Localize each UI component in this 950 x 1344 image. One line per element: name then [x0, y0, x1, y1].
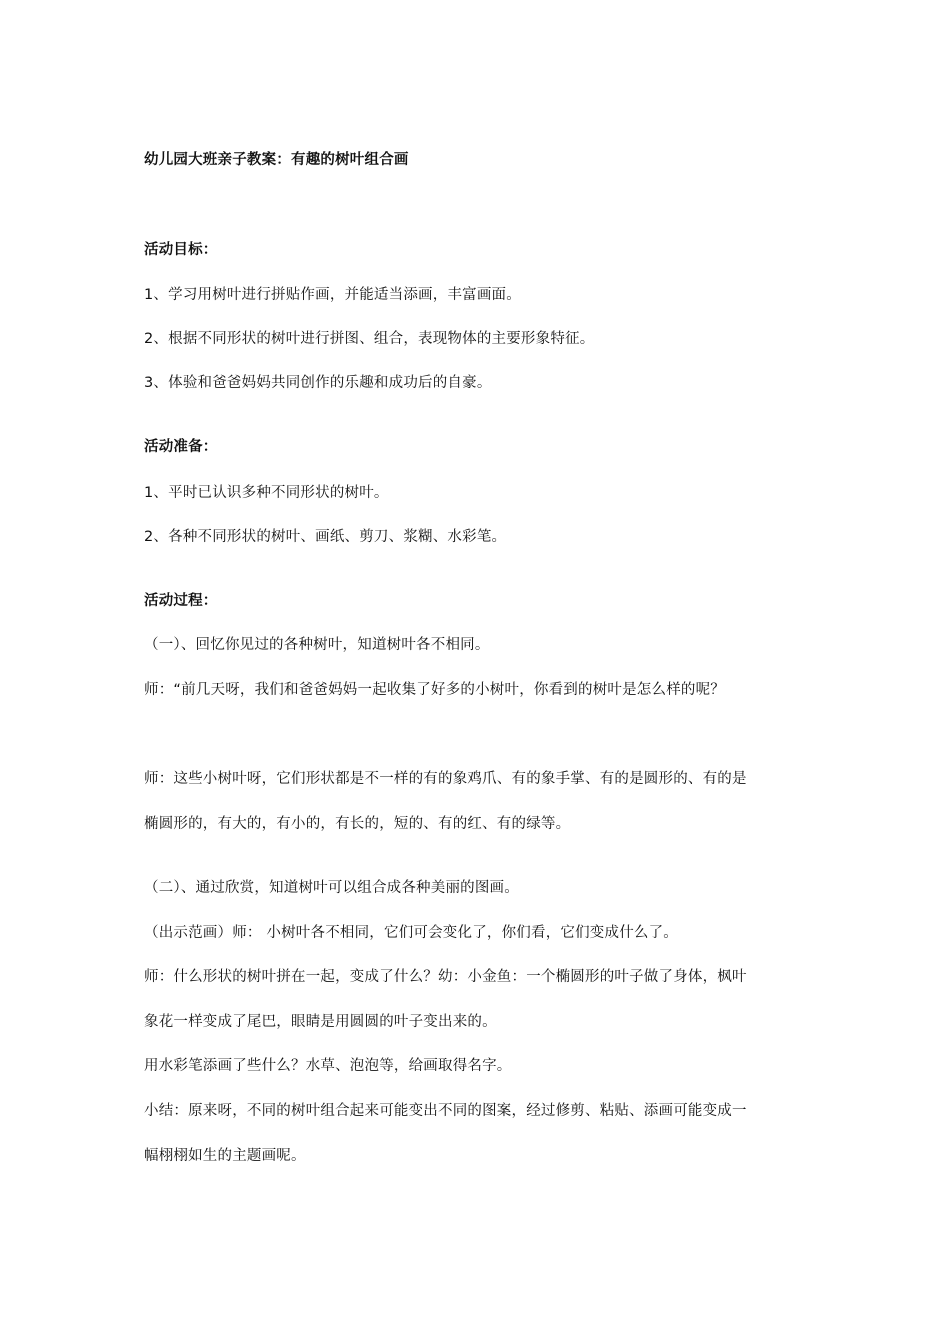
process-paragraph: 师：“前几天呀，我们和爸爸妈妈一起收集了好多的小树叶，你看到的树叶是怎么样的呢？ [144, 682, 726, 698]
goal-item-3: 3、体验和爸爸妈妈共同创作的乐趣和成功后的自豪。 [144, 375, 492, 391]
process-paragraph: （二）、通过欣赏，知道树叶可以组合成各种美丽的图画。 [144, 880, 519, 896]
section-heading-process: 活动过程： [144, 593, 218, 609]
goal-item-1: 1、学习用树叶进行拼贴作画，并能适当添画，丰富画面。 [144, 287, 521, 303]
process-paragraph: （出示范画）师： 小树叶各不相同，它们可会变化了，你们看，它们变成什么了。 [144, 925, 679, 941]
process-paragraph: 师：这些小树叶呀，它们形状都是不一样的有的象鸡爪、有的象手掌、有的是圆形的、有的是 [144, 771, 747, 787]
document-title: 幼儿园大班亲子教案：有趣的树叶组合画 [144, 152, 409, 168]
process-paragraph: 幅栩栩如生的主题画呢。 [144, 1148, 306, 1164]
process-paragraph: （一）、回忆你见过的各种树叶，知道树叶各不相同。 [144, 637, 490, 653]
goal-item-2: 2、根据不同形状的树叶进行拼图、组合，表现物体的主要形象特征。 [144, 331, 595, 347]
preparation-item-1: 1、平时已认识多种不同形状的树叶。 [144, 485, 389, 501]
section-heading-goals: 活动目标： [144, 242, 218, 258]
process-paragraph: 小结：原来呀，不同的树叶组合起来可能变出不同的图案，经过修剪、粘贴、添画可能变成一 [144, 1103, 747, 1119]
process-paragraph: 用水彩笔添画了些什么？水草、泡泡等，给画取得名字。 [144, 1058, 512, 1074]
preparation-item-2: 2、各种不同形状的树叶、画纸、剪刀、浆糊、水彩笔。 [144, 529, 507, 545]
process-paragraph: 师：什么形状的树叶拼在一起，变成了什么？幼：小金鱼：一个椭圆形的叶子做了身体，枫叶 [144, 969, 747, 985]
process-paragraph: 象花一样变成了尾巴，眼睛是用圆圆的叶子变出来的。 [144, 1014, 497, 1030]
section-heading-preparation: 活动准备： [144, 439, 218, 455]
process-paragraph: 椭圆形的，有大的，有小的，有长的，短的、有的红、有的绿等。 [144, 816, 571, 832]
